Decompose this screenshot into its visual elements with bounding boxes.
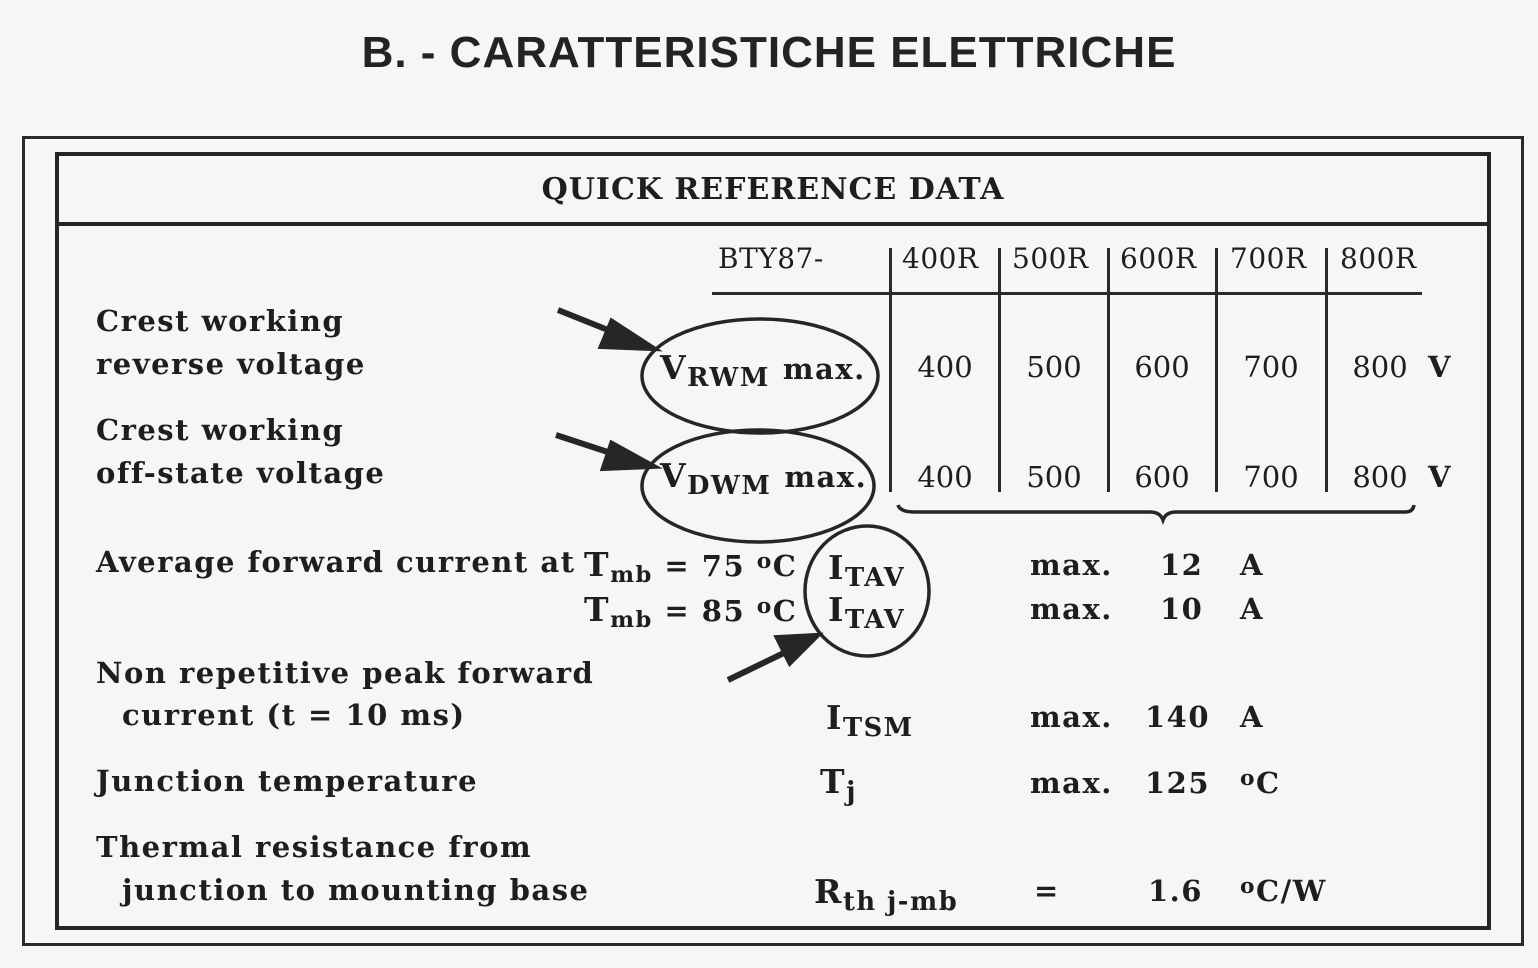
type-col-500r: 500R <box>1012 242 1089 275</box>
type-prefix: BTY87- <box>718 242 824 275</box>
tj-label: Junction temperature <box>96 764 479 798</box>
rth-label-line1: Thermal resistance from <box>96 830 533 864</box>
vdwm-unit: V <box>1428 460 1453 494</box>
itsm-label-line2: current (t = 10 ms) <box>122 698 466 732</box>
itsm-qualifier: max. <box>1030 700 1113 734</box>
vrwm-value-700r: 700 <box>1243 350 1299 384</box>
rth-value: 1.6 <box>1148 874 1203 908</box>
vdwm-value-700r: 700 <box>1243 460 1299 494</box>
vrwm-highlight-ellipse <box>642 319 878 433</box>
itsm-label-line1: Non repetitive peak forward <box>96 656 595 690</box>
vrwm-arrowhead-icon <box>602 322 652 348</box>
tj-value: 125 <box>1145 766 1211 800</box>
type-col-600r: 600R <box>1120 242 1197 275</box>
vrwm-value-400r: 400 <box>917 350 973 384</box>
vrwm-label-line1: Crest working <box>96 304 345 338</box>
itsm-value: 140 <box>1145 700 1211 734</box>
itav-highlight-ellipse <box>805 526 929 656</box>
voltage-brace <box>898 505 1414 520</box>
itav-qualifier-2: max. <box>1030 592 1113 626</box>
itav-symbol-1: $I_{TAV}$ <box>828 548 906 594</box>
itsm-symbol: $I_{TSM}$ <box>826 698 914 744</box>
vrwm-value-800r: 800 <box>1352 350 1408 384</box>
vdwm-symbol: $V_{DWM}$ max. <box>660 456 868 502</box>
vdwm-arrowhead-icon <box>604 444 652 468</box>
type-col-800r: 800R <box>1340 242 1417 275</box>
itav-symbol-2: $I_{TAV}$ <box>828 590 906 636</box>
itav-value-2: 10 <box>1160 592 1204 626</box>
itav-unit-2: A <box>1240 592 1265 626</box>
vdwm-value-500r: 500 <box>1026 460 1082 494</box>
itav-arrowhead-icon <box>778 636 816 662</box>
itav-value-1: 12 <box>1160 548 1204 582</box>
type-col-400r: 400R <box>902 242 979 275</box>
itav-qualifier-1: max. <box>1030 548 1113 582</box>
vdwm-label-line2: off-state voltage <box>96 456 386 490</box>
tj-symbol: $T_j$ <box>820 762 857 808</box>
vrwm-value-600r: 600 <box>1134 350 1190 384</box>
itav-label: Average forward current at <box>96 545 576 579</box>
tj-unit: $^o$C <box>1240 766 1281 800</box>
vdwm-label-line1: Crest working <box>96 413 345 447</box>
vdwm-value-400r: 400 <box>917 460 973 494</box>
itav-condition-85: $T_{mb} = 85$ $^o$C <box>584 590 798 634</box>
vdwm-value-600r: 600 <box>1134 460 1190 494</box>
itsm-unit: A <box>1240 700 1265 734</box>
vdwm-highlight-ellipse <box>642 430 874 542</box>
rth-qualifier: = <box>1034 874 1060 908</box>
rth-symbol: $R_{th j-mb}$ <box>814 872 959 918</box>
rth-label-line2: junction to mounting base <box>122 873 590 907</box>
vrwm-unit: V <box>1428 350 1453 384</box>
vdwm-value-800r: 800 <box>1352 460 1408 494</box>
vrwm-value-500r: 500 <box>1026 350 1082 384</box>
type-col-700r: 700R <box>1230 242 1307 275</box>
tj-qualifier: max. <box>1030 766 1113 800</box>
vrwm-label-line2: reverse voltage <box>96 347 366 381</box>
rth-unit: $^o$C/W <box>1240 874 1327 908</box>
itav-unit-1: A <box>1240 548 1265 582</box>
itav-arrow-icon <box>728 650 790 680</box>
itav-condition-75: $T_{mb} = 75$ $^o$C <box>584 545 798 589</box>
box-title: QUICK REFERENCE DATA <box>541 172 1005 207</box>
vrwm-symbol: $V_{RWM}$ max. <box>660 348 866 394</box>
page-heading: B. - CARATTERISTICHE ELETTRICHE <box>361 28 1177 77</box>
